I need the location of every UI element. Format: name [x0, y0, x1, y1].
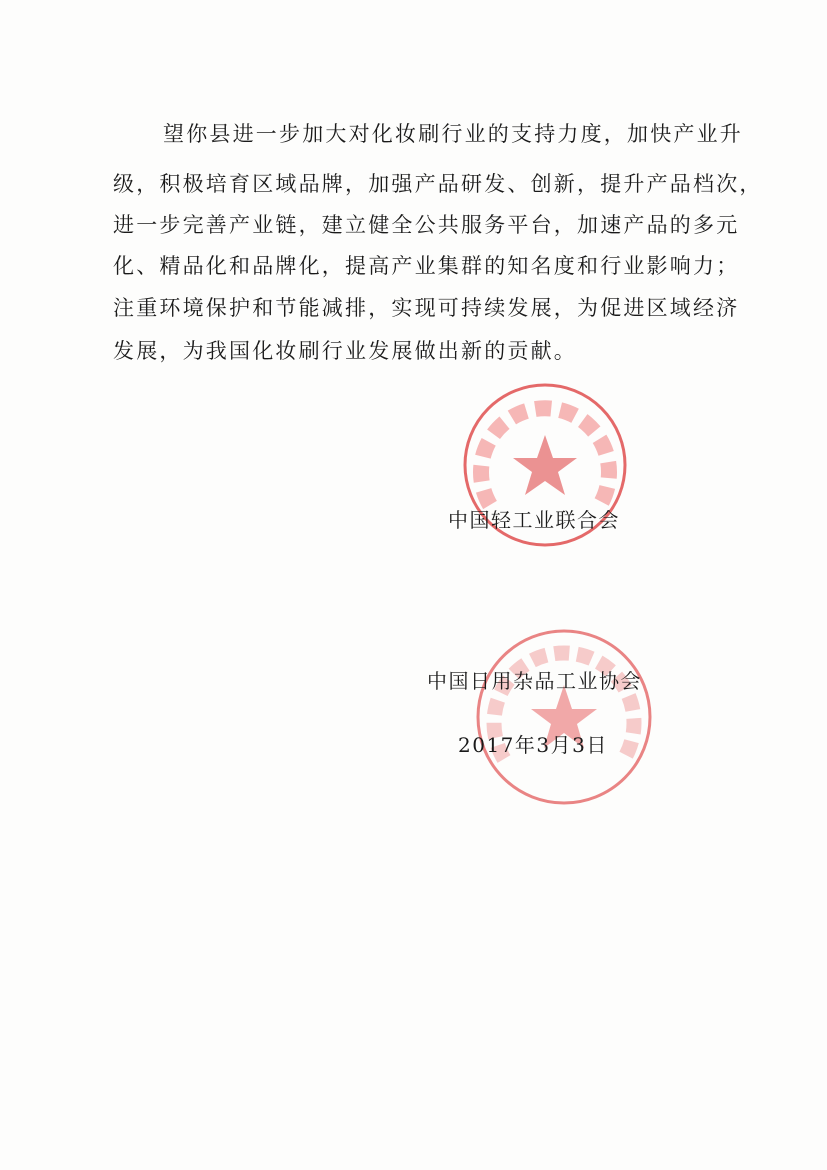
- signature-org-1: 中国轻工业联合会: [448, 508, 620, 532]
- body-line-2: 级，积极培育区域品牌，加强产品研发、创新，提升产品档次，: [113, 172, 763, 196]
- signature-date: 2017年3月3日: [458, 733, 608, 757]
- body-line-3: 进一步完善产业链，建立健全公共服务平台，加速产品的多元: [113, 213, 740, 237]
- stamp-daily-sundries-association: [474, 627, 654, 807]
- body-line-6: 发展，为我国化妆刷行业发展做出新的贡献。: [113, 339, 577, 363]
- body-line-4: 化、精品化和品牌化，提高产业集群的知名度和行业影响力；: [113, 254, 740, 278]
- body-line-5: 注重环境保护和节能减排，实现可持续发展，为促进区域经济: [113, 296, 740, 320]
- signature-org-2: 中国日用杂品工业协会: [427, 669, 642, 693]
- body-line-1: 望你县进一步加大对化妆刷行业的支持力度，加快产业升: [163, 122, 743, 146]
